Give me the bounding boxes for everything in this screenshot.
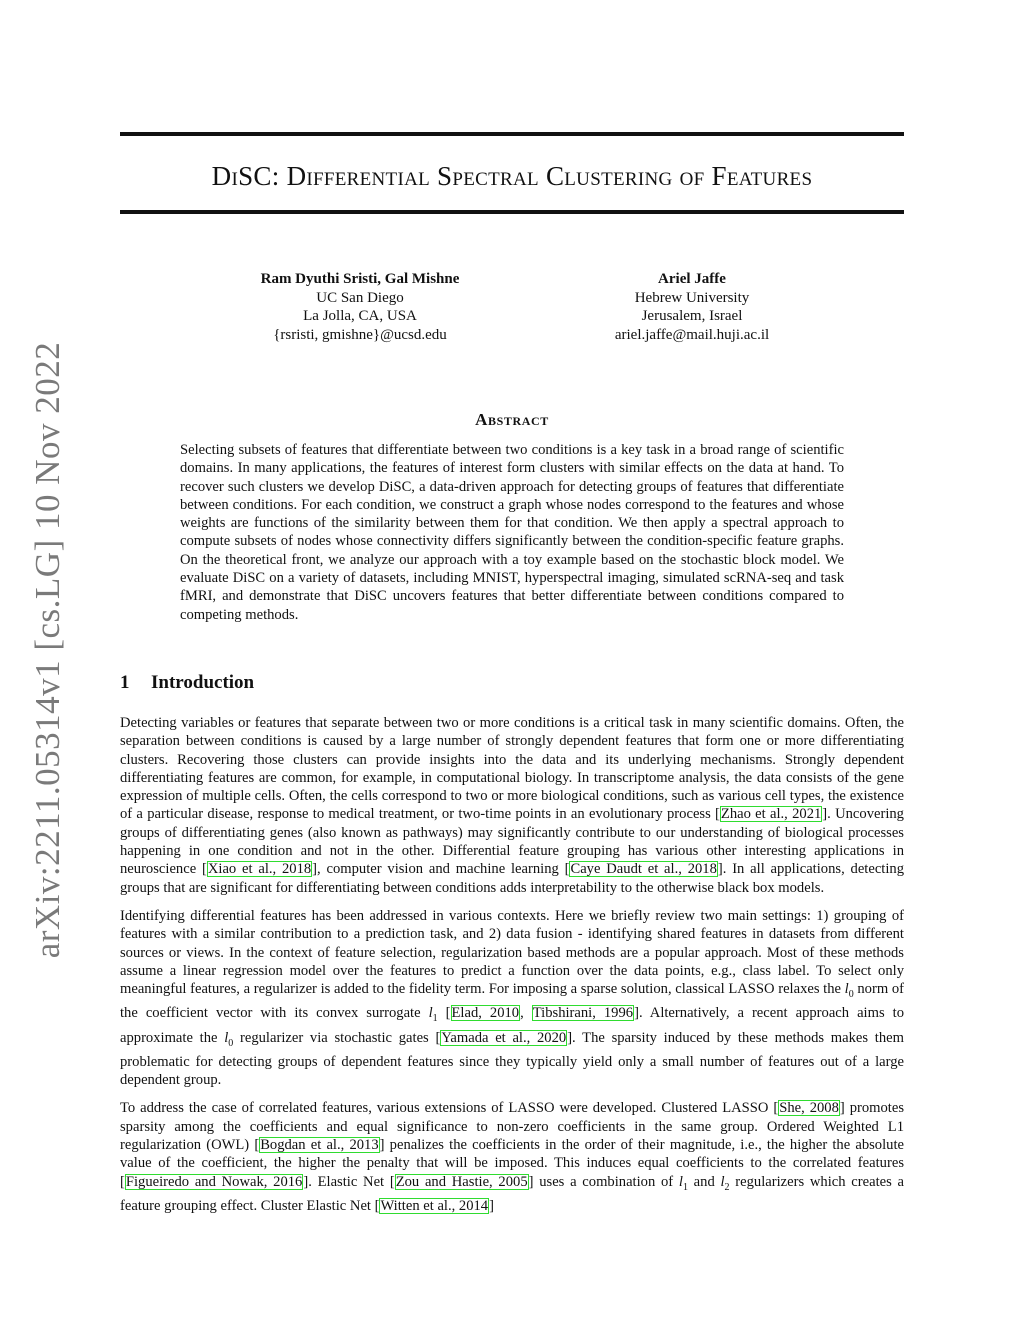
- paragraph: Identifying differential features has been addressed in various contexts. Here we briefly review two main settings: 1) grouping of features with a similar contribution to a prediction task, and 2) data fusion - identifying shared features in datasets from different sources or views. In the context of feature selection, regularization based methods are a popular approach. Most of these methods assume a linear regression model over the features to predict a function over the data points, e.g., class label. To select only meaningful features, a regularizer is added to the fidelity term. For imposing a sparse solution, classical LASSO relaxes the $l_0$ norm of the coefficient vector with its convex surrogate $l_1$ [Elad, 2010, Tibshirani, 1996]. Alternatively, a recent approach aims to approximate the $l_0$ regularizer via stochastic gates [Yamada et al., 2020]. The sparsity induced by these methods makes them problematic for detecting groups of dependent features since they typically yield only a small number of features out of a large dependent group.: [120, 907, 904, 1089]
- section-title: Introduction: [151, 672, 255, 693]
- math-symbol: $l_0$: [224, 1029, 234, 1049]
- title-rule-top: [120, 132, 904, 136]
- author-email: ariel.jaffe@mail.huji.ac.il: [614, 326, 770, 343]
- citation-link[interactable]: Tibshirani, 1996: [532, 1005, 634, 1022]
- author-block: [540, 270, 844, 344]
- math-symbol: $l_1$: [678, 1173, 688, 1193]
- section-number: 1: [120, 672, 130, 693]
- paragraph: To address the case of correlated features, various extensions of LASSO were developed. Clustered LASSO [She, 2008] promotes sparsity among the coefficients and equal significance to non-zero coefficients in the same group. Ordered Weighted L1 regularization (OWL) [Bogdan et al., 2013] penalizes the coefficients in the order of their magnitude, i.e., the higher the absolute value of the coefficient, the higher the penalty that will be imposed. This induces equal coefficients to the correlated features [Figueiredo and Nowak, 2016]. Elastic Net [Zou and Hastie, 2005] uses a combination of $l_1$ and $l_2$ regularizers which creates a feature grouping effect. Cluster Elastic Net [Witten et al., 2014]: [120, 1100, 905, 1214]
- author-affiliation: Hebrew University: [634, 289, 750, 306]
- title-rule-bottom: [120, 210, 904, 214]
- abstract-text: Selecting subsets of features that differentiate between two conditions is a key task in a broad range of scientific domains. In many applications, the features of interest form clusters with similar effects on the data at hand. To recover such clusters we develop DiSC, a data-driven approach for detecting groups of features that differentiate between conditions. For each condition, we construct a graph whose nodes correspond to the features and whose weights are functions of the similarity between them for that condition. We then apply a spectral approach to compute subsets of nodes whose connectivity differs significantly between the condition-specific feature graphs. On the theoretical front, we analyze our approach with a toy example based on the stochastic block model. We evaluate DiSC on a variety of datasets, including MNIST, hyperspectral imaging, simulated scRNA-seq and task fMRI, and demonstrate that DiSC uncovers features that better differentiate between conditions compared to competing methods.: [180, 442, 844, 623]
- arxiv-identifier: arXiv:2211.05314v1 [cs.LG] 10 Nov 2022: [28, 341, 67, 959]
- author-location: La Jolla, CA, USA: [303, 308, 417, 324]
- citation-link[interactable]: Caye Daudt et al., 2018: [570, 861, 717, 878]
- citation-link[interactable]: Elad, 2010: [451, 1005, 520, 1022]
- author-section: [120, 270, 904, 350]
- citation-link[interactable]: Zou and Hastie, 2005: [395, 1173, 528, 1190]
- citation-link[interactable]: Witten et al., 2014: [380, 1197, 489, 1214]
- author-names: Ram Dyuthi Sristi, Gal Mishne: [260, 271, 460, 287]
- body-text: [120, 714, 904, 1225]
- author-block: [210, 270, 510, 344]
- author-location: Jerusalem, Israel: [641, 308, 743, 324]
- author-names: Ariel Jaffe: [658, 271, 726, 287]
- citation-link[interactable]: Figueiredo and Nowak, 2016: [125, 1173, 303, 1190]
- paragraph: Detecting variables or features that separate between two or more conditions is a critical task in many scientific domains. Often, the separation between conditions is caused by a large number of strongly dependent features that form one or more differentiating clusters. Recovering those clusters can provide insights into the data and its underlying mechanisms. Strongly dependent differentiating features are common, for example, in computational biology. In transcriptome analysis, the data consists of the gene expression of multiple cells. Often, the cells correspond to two or more biological conditions, such as various cell types, the existence of a particular disease, response to medical treatment, or two-time points in an evolutionary process [Zhao et al., 2021]. Uncovering groups of differentiating genes (also known as pathways) may significantly contribute to our understanding of biological processes happening in one condition and not in the other. Differential feature grouping has various other interesting applications in neuroscience [Xiao et al., 2018], computer vision and machine learning [Caye Daudt et al., 2018]. In all applications, detecting groups that are significant for differentiating between conditions adds interpretability to the otherwise black box models.: [120, 715, 905, 896]
- math-symbol: $l_2$: [720, 1173, 730, 1193]
- math-symbol: $l_0$: [844, 981, 854, 1001]
- citation-link[interactable]: She, 2008: [779, 1100, 839, 1117]
- abstract-heading: Abstract: [475, 410, 549, 429]
- author-email: {rsristi, gmishne}@ucsd.edu: [273, 326, 447, 343]
- citation-link[interactable]: Zhao et al., 2021: [720, 806, 822, 823]
- citation-link[interactable]: Bogdan et al., 2013: [260, 1136, 379, 1153]
- math-symbol: $l_1$: [428, 1005, 438, 1025]
- citation-link[interactable]: Yamada et al., 2020: [441, 1029, 567, 1046]
- author-affiliation: UC San Diego: [316, 289, 404, 306]
- section-heading: [120, 672, 254, 694]
- citation-link[interactable]: Xiao et al., 2018: [207, 861, 312, 878]
- paper-title: DiSC: Differential Spectral Clustering of Features: [211, 161, 813, 191]
